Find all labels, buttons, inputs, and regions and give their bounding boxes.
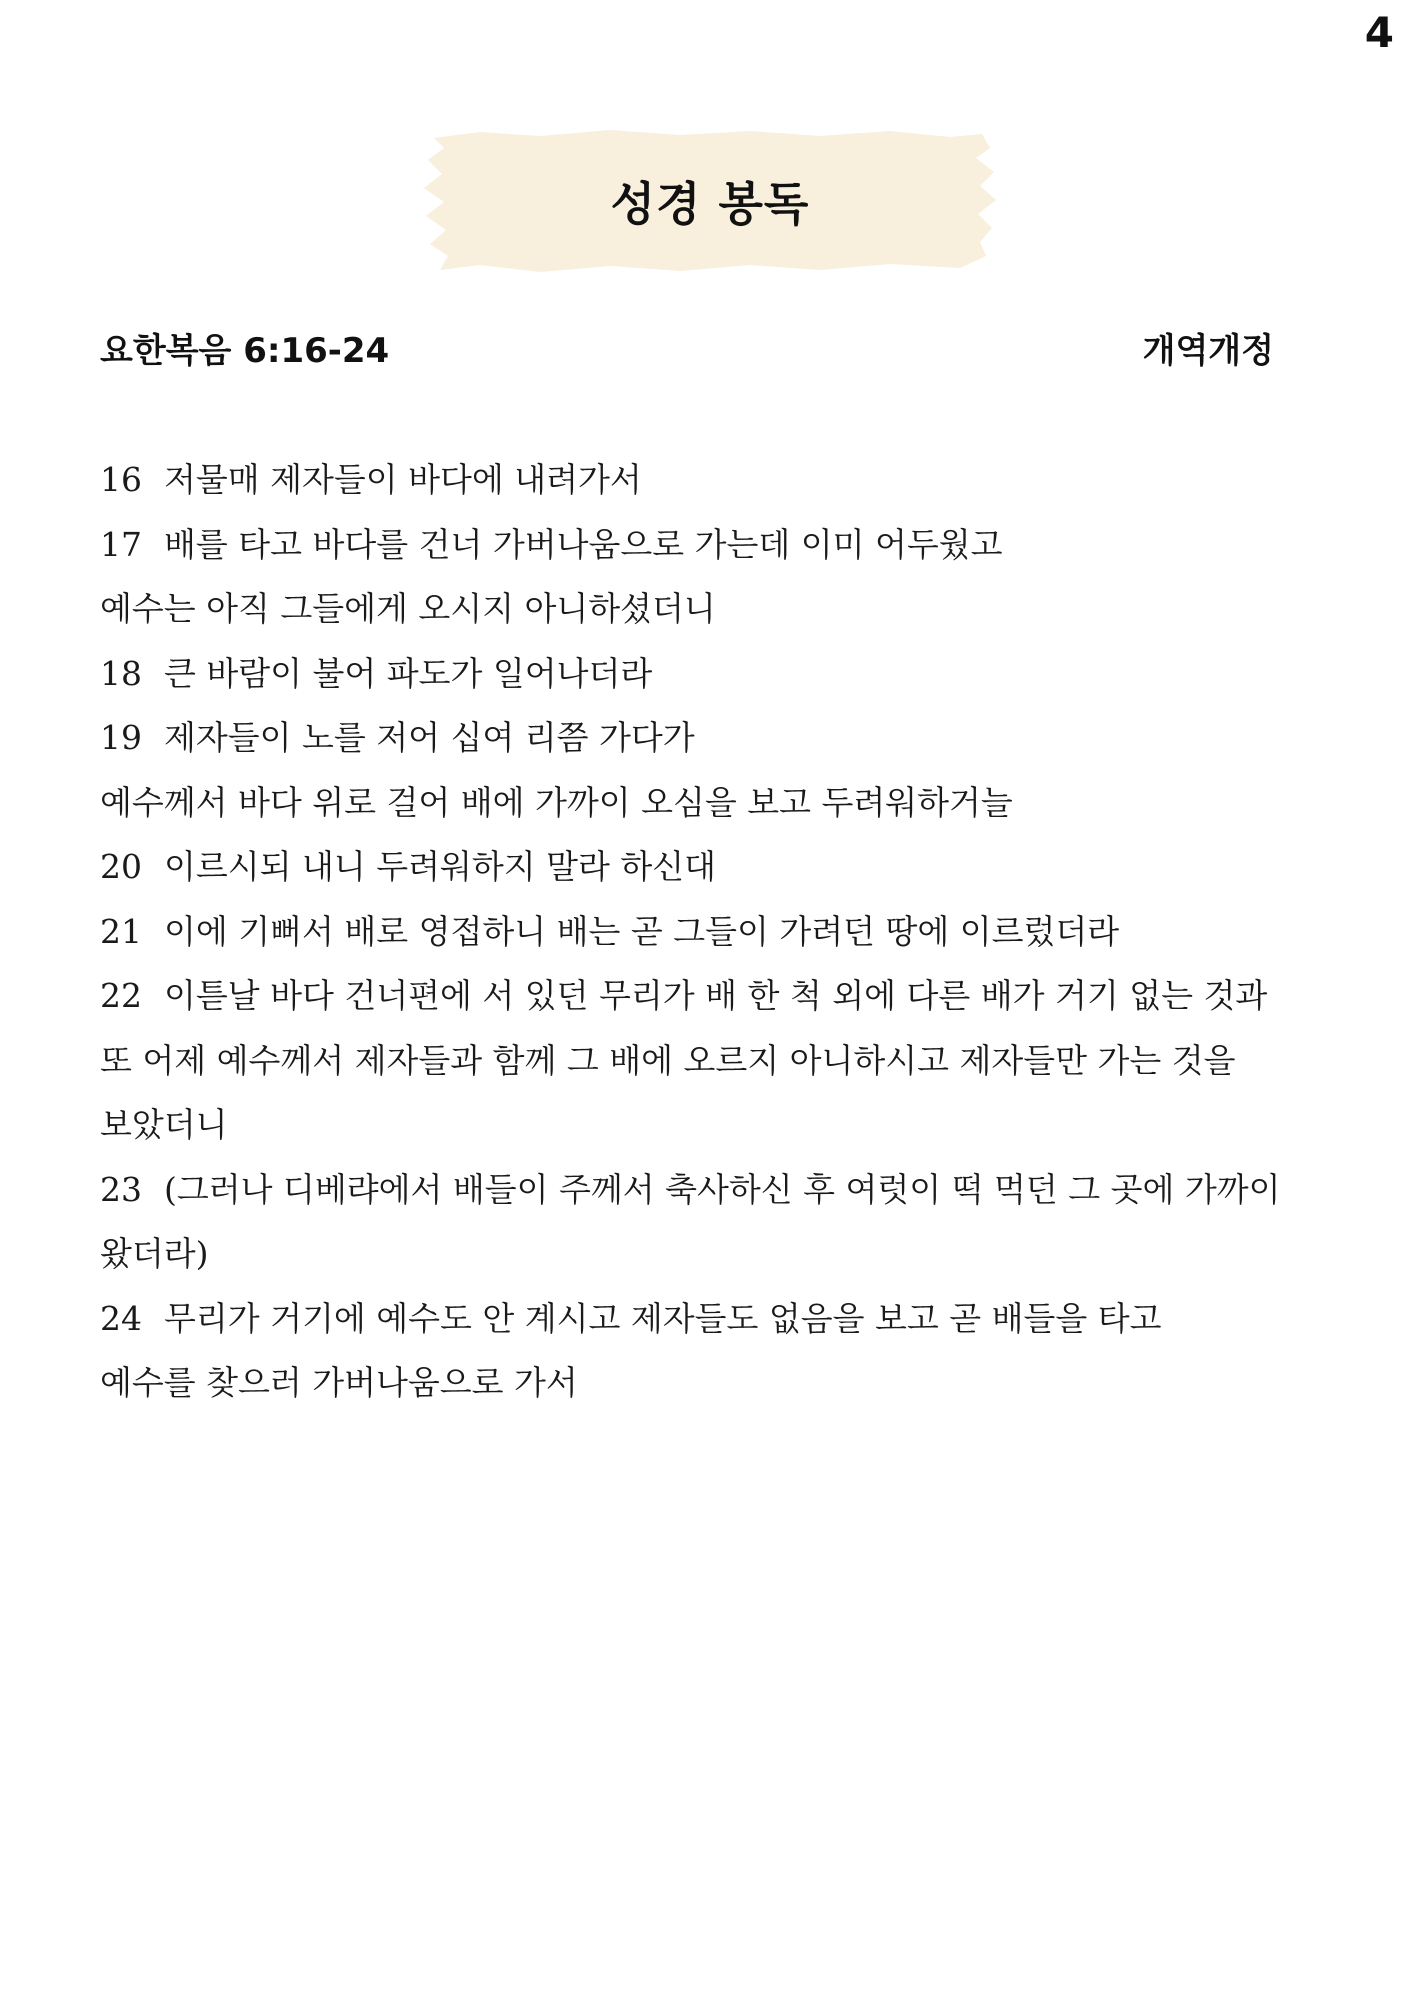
verse-text: 보았더니 <box>100 1105 228 1144</box>
verse-number: 19 <box>100 718 142 757</box>
section-title: 성경 봉독 <box>610 177 810 231</box>
verse-text: 배를 타고 바다를 건너 가버나움으로 가는데 이미 어두웠고 <box>164 524 1003 564</box>
verse-text: 저물매 제자들이 바다에 내려가서 <box>164 460 642 499</box>
verse-text: 예수께서 바다 위로 걸어 배에 가까이 오심을 보고 두려워하거늘 <box>100 782 1013 822</box>
verse-number: 22 <box>100 976 142 1015</box>
verse-line <box>100 1287 1300 1352</box>
verse-number: 18 <box>100 653 142 693</box>
verse-text: 예수를 찾으러 가버나움으로 가서 <box>100 1363 578 1402</box>
translation-label: 개역개정 <box>1142 331 1274 371</box>
verse-line <box>100 513 1300 578</box>
verse-continuation-line <box>100 1093 1300 1158</box>
verse-line <box>100 642 1300 707</box>
verse-line <box>100 706 1300 771</box>
verse-line <box>100 835 1300 900</box>
passage-reference: 요한복음 6:16-24 <box>100 331 390 371</box>
scripture-text <box>100 448 1300 1416</box>
verse-continuation-line <box>100 577 1300 642</box>
verse-continuation-line <box>100 771 1300 836</box>
verse-text: (그러나 디베랴에서 배들이 주께서 축사하신 후 여럿이 떡 먹던 그 곳에 가까이 <box>164 1169 1281 1209</box>
verse-number: 16 <box>100 460 142 499</box>
verse-text: 왔더라) <box>100 1234 209 1273</box>
verse-text: 큰 바람이 불어 파도가 일어나더라 <box>164 653 653 693</box>
verse-text: 예수는 아직 그들에게 오시지 아니하셨더니 <box>100 589 716 628</box>
verse-continuation-line <box>100 1222 1300 1287</box>
verse-text: 또 어제 예수께서 제자들과 함께 그 배에 오르지 아니하시고 제자들만 가는 것을 <box>100 1040 1236 1080</box>
verse-continuation-line <box>100 1029 1300 1094</box>
verse-text: 이에 기뻐서 배로 영접하니 배는 곧 그들이 가려던 땅에 이르렀더라 <box>164 911 1120 951</box>
verse-number: 23 <box>100 1169 142 1209</box>
verse-number: 20 <box>100 847 142 886</box>
verse-line <box>100 1158 1300 1223</box>
page-number: 4 <box>1364 8 1394 57</box>
verse-line <box>100 900 1300 965</box>
title-banner <box>420 128 1000 274</box>
verse-number: 21 <box>100 911 142 951</box>
verse-number: 24 <box>100 1298 142 1338</box>
verse-text: 무리가 거기에 예수도 안 계시고 제자들도 없음을 보고 곧 배들을 타고 <box>164 1298 1162 1338</box>
verse-line <box>100 964 1300 1029</box>
verse-text: 이르시되 내니 두려워하지 말라 하신대 <box>164 847 717 886</box>
verse-number: 17 <box>100 524 142 564</box>
verse-continuation-line <box>100 1351 1300 1416</box>
verse-text: 제자들이 노를 저어 십여 리쯤 가다가 <box>164 718 695 757</box>
verse-text: 이튿날 바다 건너편에 서 있던 무리가 배 한 척 외에 다른 배가 거기 없는 것과 <box>164 976 1268 1015</box>
passage-header <box>100 323 1274 372</box>
verse-line <box>100 448 1300 513</box>
